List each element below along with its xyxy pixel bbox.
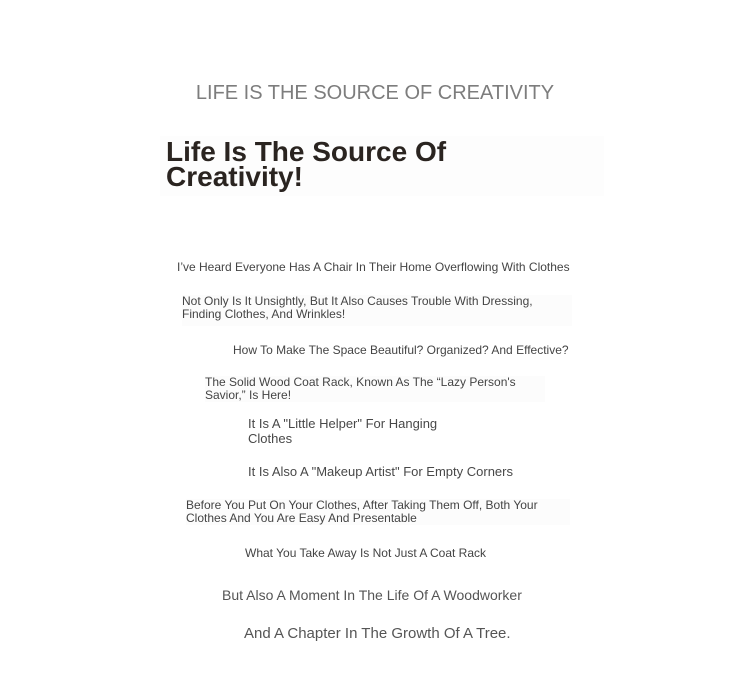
story-line: But Also A Moment In The Life Of A Woodworker xyxy=(222,587,522,603)
story-line: And A Chapter In The Growth Of A Tree. xyxy=(244,625,511,642)
story-line: It Is Also A "Makeup Artist" For Empty Corners xyxy=(248,464,513,479)
story-line: It Is A "Little Helper" For Hanging Clothes xyxy=(248,416,438,446)
story-line: I’ve Heard Everyone Has A Chair In Their Home Overflowing With Clothes xyxy=(177,260,570,274)
page-title: Life Is The Source Of Creativity! xyxy=(166,136,447,192)
story-line: Before You Put On Your Clothes, After Taking Them Off, Both Your Clothes And You Are Easy And Presentable xyxy=(186,499,570,525)
section-eyebrow: LIFE IS THE SOURCE OF CREATIVITY xyxy=(195,82,555,104)
story-line: The Solid Wood Coat Rack, Known As The “Lazy Person's Savior,” Is Here! xyxy=(205,376,545,402)
story-line: Not Only Is It Unsightly, But It Also Causes Trouble With Dressing, Finding Clothes, And Wrinkles! xyxy=(182,295,572,326)
story-line: What You Take Away Is Not Just A Coat Rack xyxy=(245,546,487,560)
story-line: How To Make The Space Beautiful? Organized? And Effective? xyxy=(233,343,569,357)
